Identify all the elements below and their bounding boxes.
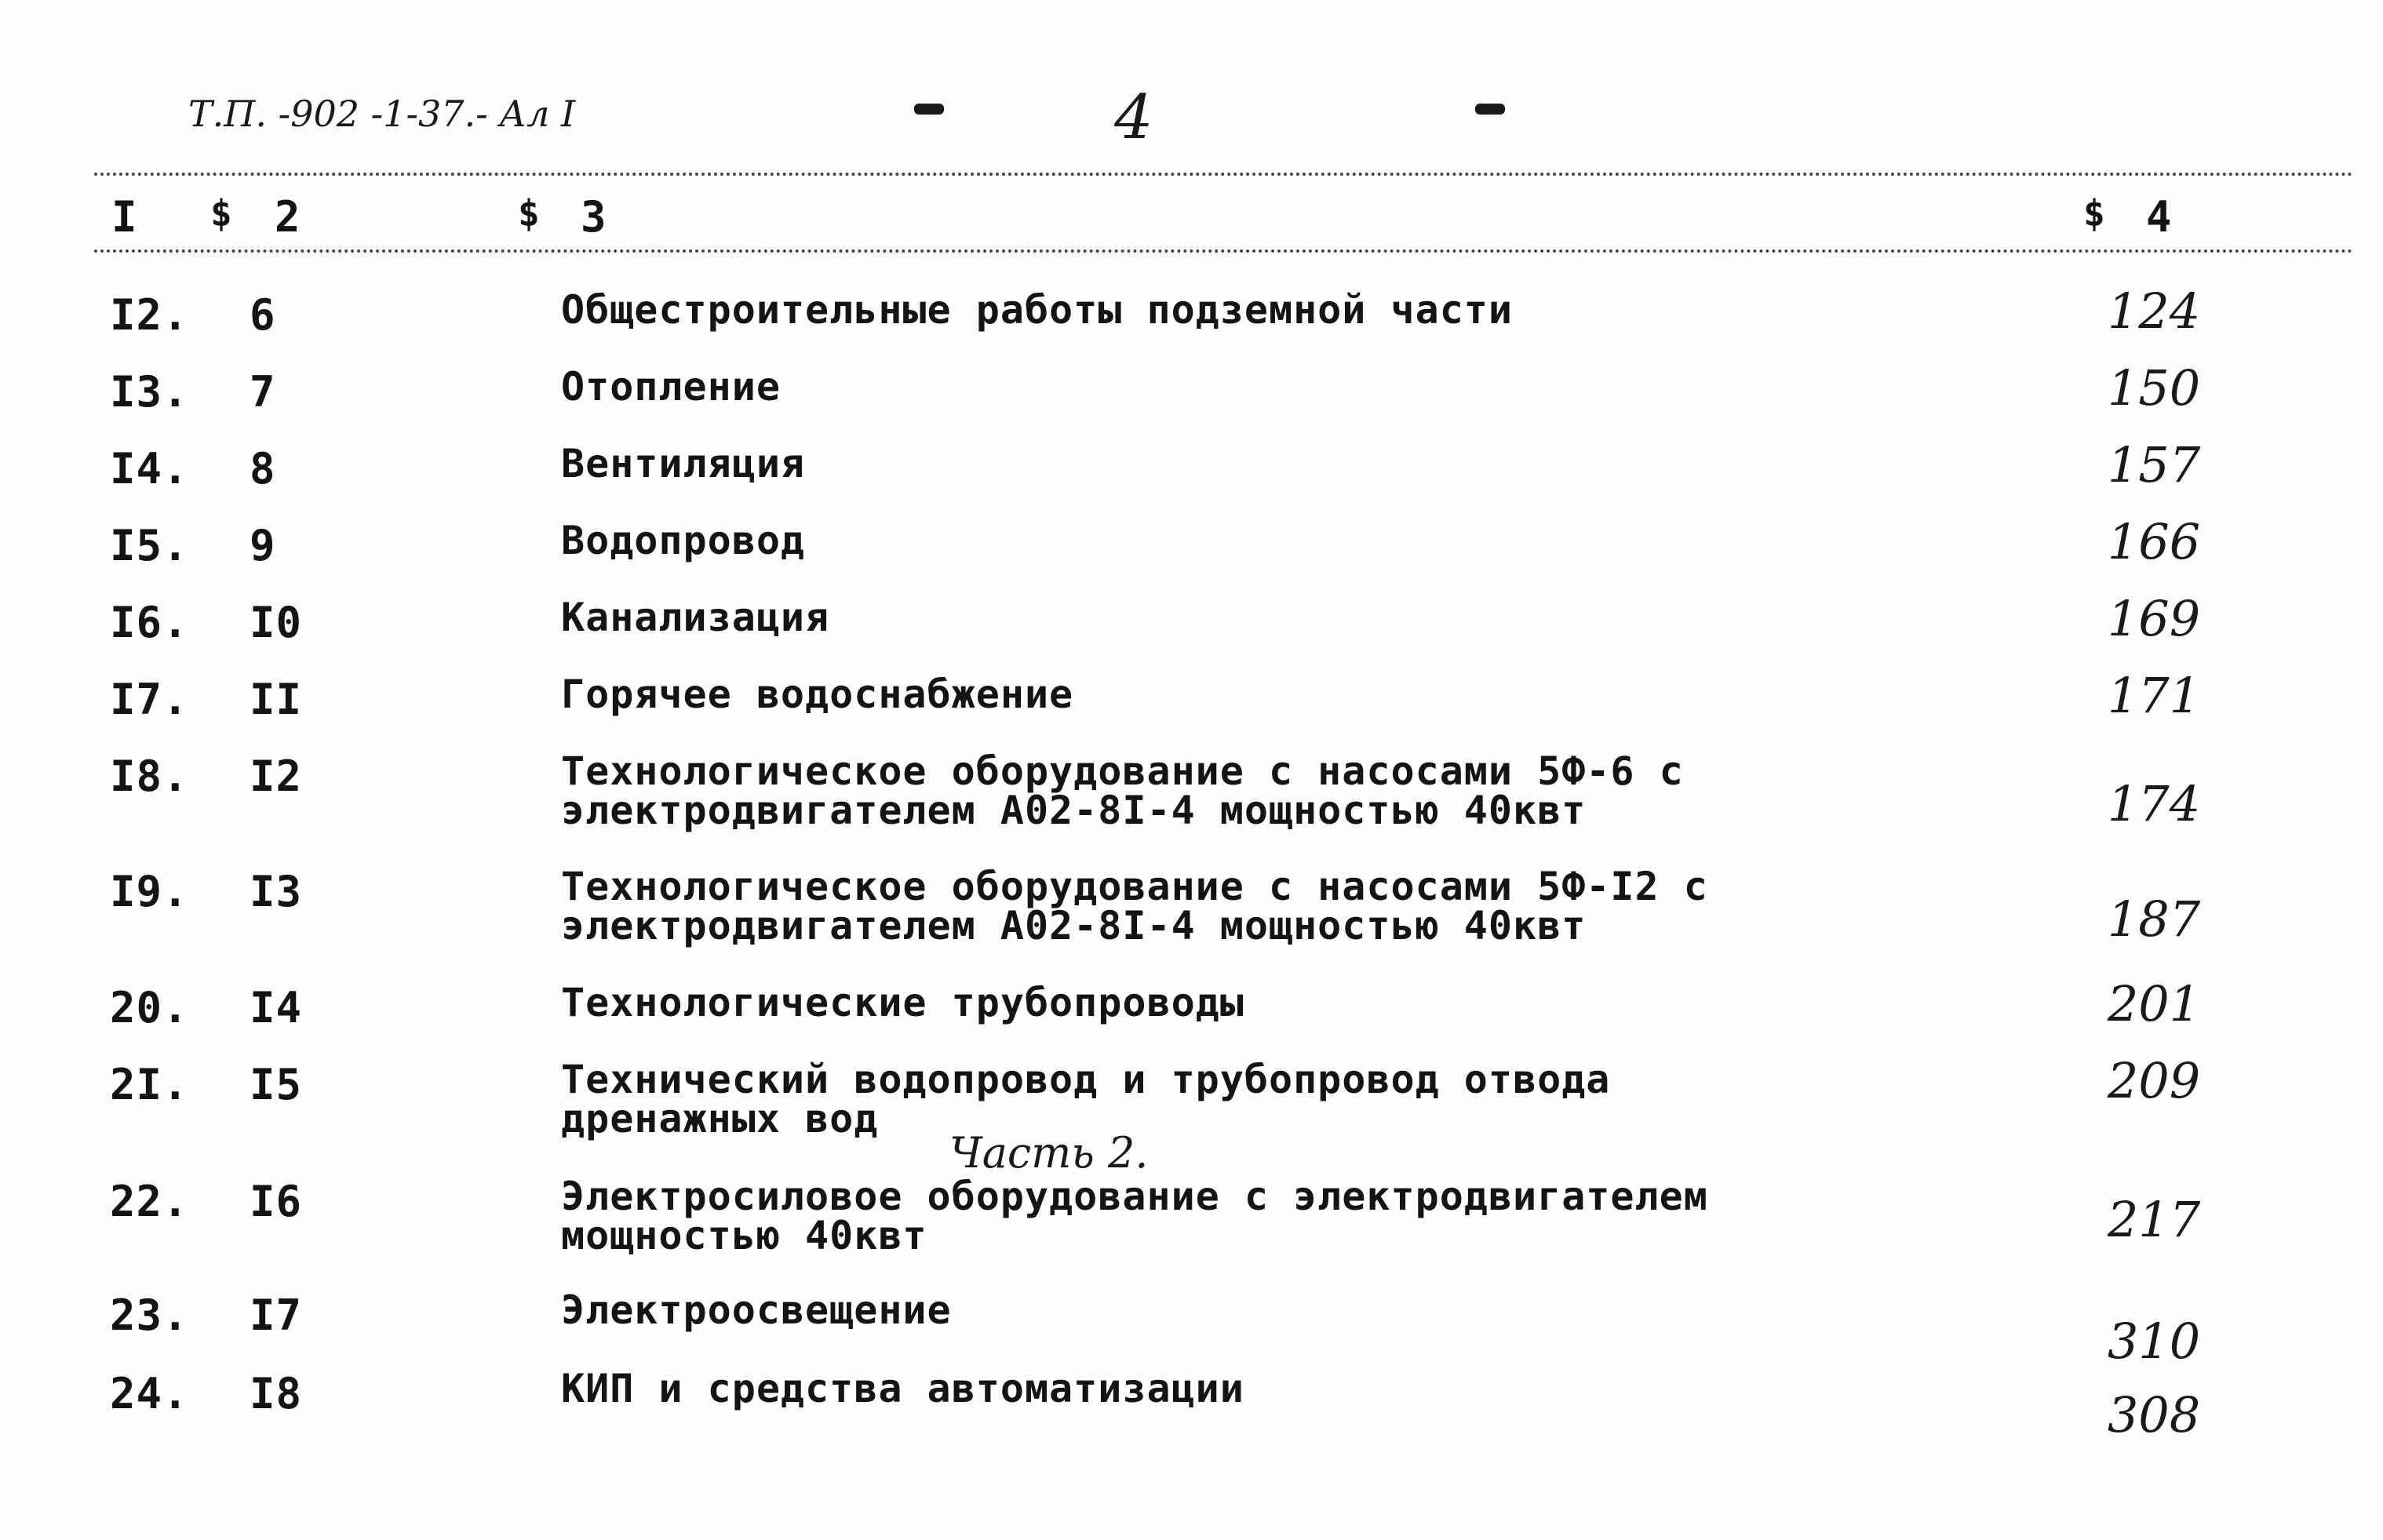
- row-page: 217: [2107, 1191, 2201, 1248]
- row-title: Технологическое оборудование с насосами 5Ф-6 с электродвигателем А02-8I-4 мощностью 40квт: [561, 748, 1684, 833]
- row-part: I7: [250, 1291, 303, 1340]
- row-part: I3: [250, 867, 303, 916]
- row-page: 124: [2107, 282, 2201, 340]
- row-number: I9.: [110, 867, 189, 916]
- row-part: I4: [250, 983, 303, 1032]
- row-page: 187: [2107, 890, 2201, 948]
- row-page: 310: [2107, 1312, 2201, 1370]
- row-title: Горячее водоснабжение: [561, 672, 1074, 717]
- row-page: 209: [2107, 1052, 2201, 1109]
- row-title: Технологические трубопроводы: [561, 980, 1244, 1025]
- row-title: Технологическое оборудование с насосами 5Ф-I2 с электродвигателем А02-8I-4 мощностью 40квт: [561, 864, 1708, 948]
- page-dash-left: [914, 104, 944, 115]
- row-number: 23.: [110, 1291, 189, 1340]
- col-sep-3: $: [2083, 192, 2106, 235]
- row-number: I7.: [110, 675, 189, 724]
- row-title: Отопление: [561, 364, 781, 410]
- row-title: Технический водопровод и трубопровод отвода дренажных вод: [561, 1057, 1611, 1141]
- page-number: 4: [1114, 82, 1153, 153]
- page-dash-right: [1475, 104, 1505, 115]
- row-number: I3.: [110, 367, 189, 417]
- col-2-label: 2: [275, 192, 301, 242]
- row-part: I6: [250, 1177, 303, 1226]
- row-part: 7: [250, 367, 276, 417]
- row-page: 308: [2107, 1386, 2201, 1444]
- row-number: I4.: [110, 444, 189, 493]
- document-code: Т.П. -902 -1-37.- Ал I: [188, 93, 576, 135]
- row-part: 6: [250, 290, 276, 340]
- row-number: 22.: [110, 1177, 189, 1226]
- row-page: 201: [2107, 975, 2201, 1032]
- row-part: II: [250, 675, 303, 724]
- col-4-label: 4: [2146, 192, 2173, 242]
- col-1-label: I: [111, 192, 138, 242]
- row-part: 8: [250, 444, 276, 493]
- row-part: I0: [250, 598, 303, 647]
- row-number: 20.: [110, 983, 189, 1032]
- col-sep-1: $: [210, 192, 233, 235]
- row-part: I8: [250, 1369, 303, 1418]
- row-part: 9: [250, 521, 276, 570]
- row-number: 24.: [110, 1369, 189, 1418]
- row-page: 171: [2107, 667, 2201, 724]
- row-number: I2.: [110, 290, 189, 340]
- col-sep-2: $: [518, 192, 541, 235]
- row-page: 166: [2107, 513, 2201, 570]
- col-3-label: 3: [581, 192, 607, 242]
- row-title: Электросиловое оборудование с электродвигателем мощностью 40квт: [561, 1174, 1708, 1258]
- row-page: 174: [2107, 775, 2201, 832]
- row-page: 169: [2107, 590, 2201, 647]
- row-title: Канализация: [561, 595, 830, 640]
- row-title: Электроосвещение: [561, 1287, 952, 1333]
- row-title: КИП и средства автоматизации: [561, 1366, 1244, 1411]
- header-rule-top: [94, 173, 2354, 176]
- row-page: 150: [2107, 359, 2201, 417]
- row-number: I8.: [110, 752, 189, 801]
- part-annotation: Часть 2.: [949, 1128, 1149, 1178]
- row-title: Вентиляция: [561, 441, 806, 486]
- row-number: I6.: [110, 598, 189, 647]
- row-number: 2I.: [110, 1060, 189, 1109]
- header-rule-bottom: [94, 249, 2354, 253]
- row-title: Водопровод: [561, 518, 806, 563]
- row-title: Общестроительные работы подземной части: [561, 287, 1513, 333]
- row-number: I5.: [110, 521, 189, 570]
- row-page: 157: [2107, 436, 2201, 493]
- row-part: I5: [250, 1060, 303, 1109]
- row-part: I2: [250, 752, 303, 801]
